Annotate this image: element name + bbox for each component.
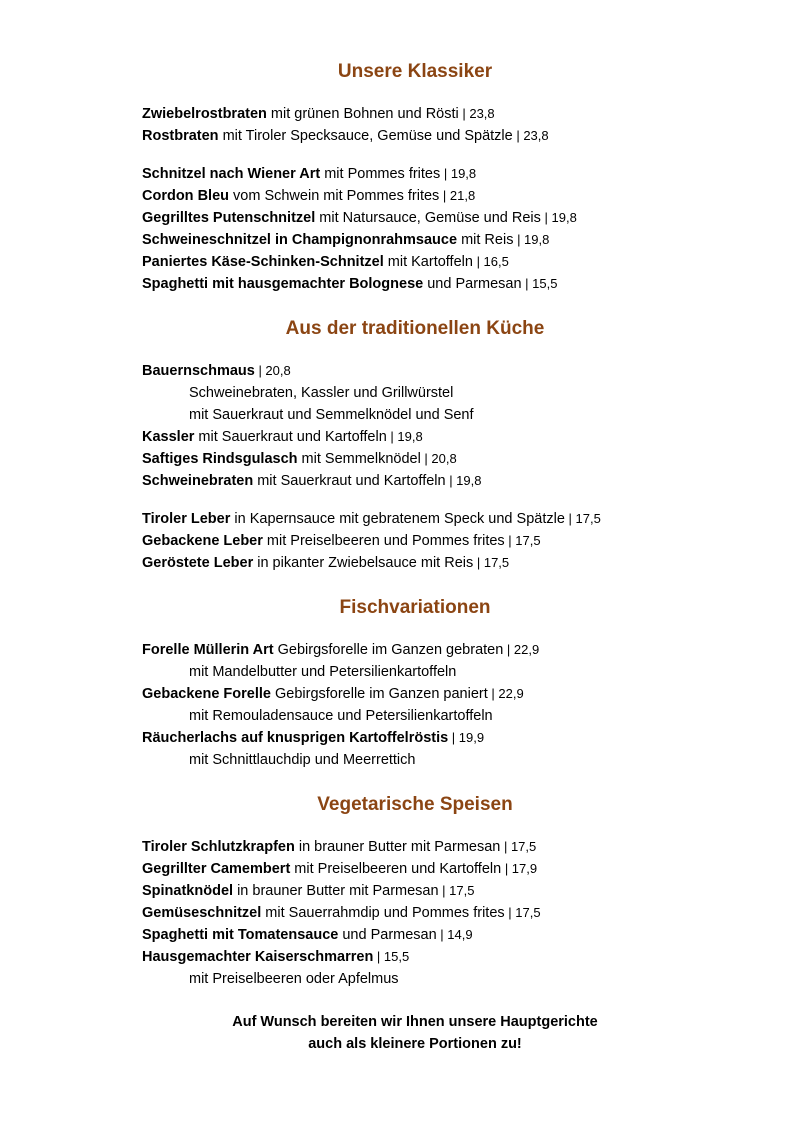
menu-item [142,360,291,382]
dish-description: mit Preiselbeeren und Pommes frites [262,533,505,549]
dish-price: | 19,9 [448,730,485,745]
dish-price: | 19,8 [513,232,550,247]
dish-price: | 21,8 [439,188,476,203]
dish-price: | 15,5 [521,276,558,291]
dish-name: Saftiges Rindsgulasch [142,451,298,467]
section-title-klassiker: Unsere Klassiker [337,61,493,82]
dish-price: | 17,9 [501,861,538,876]
dish-name: Tiroler Schlutzkrapfen [142,839,295,855]
dish-description: mit Sauerkraut und Kartoffeln [194,429,387,445]
dish-name: Schweinebraten [142,473,254,489]
menu-item [142,683,524,705]
dish-detail: mit Mandelbutter und Petersilienkartoffeln [189,664,457,680]
dish-price: | 20,8 [420,451,457,466]
dish-description: in pikanter Zwiebelsauce mit Reis [253,555,474,571]
menu-item [142,727,484,749]
dish-name: Gemüseschnitzel [142,905,262,921]
dish-price: | 23,8 [512,128,549,143]
section-title-fischvariationen: Fischvariationen [339,597,491,618]
dish-price: | 17,5 [438,883,475,898]
dish-price: | 19,8 [440,166,477,181]
dish-price: | 19,8 [540,210,577,225]
dish-description: und Parmesan [338,927,437,943]
dish-name: Spinatknödel [142,883,234,899]
menu-item [142,836,536,858]
section-title-vegetarische-speisen: Vegetarische Speisen [317,794,513,815]
dish-name: Gegrillter Camembert [142,861,291,877]
dish-name: Rostbraten [142,128,219,144]
menu-item [142,924,473,946]
dish-name: Gebackene Leber [142,533,263,549]
dish-detail: Schweinebraten, Kassler und Grillwürstel [189,385,454,401]
dish-name: Hausgemachter Kaiserschmarren [142,949,374,965]
dish-description: mit Kartoffeln [383,254,473,270]
menu-item [142,902,541,924]
menu-item [142,163,476,185]
dish-description: in Kapernsauce mit gebratenem Speck und Spätzle [230,511,565,527]
menu-item [142,229,549,251]
dish-price: | 22,9 [487,686,524,701]
menu-item [142,552,509,574]
dish-description: mit Reis [457,232,514,248]
dish-price: | 15,5 [373,949,410,964]
dish-detail: mit Remouladensauce und Petersilienkartoffeln [189,708,493,724]
menu-item [142,508,601,530]
dish-price: | 22,9 [503,642,540,657]
menu-item [142,448,457,470]
dish-description: mit Semmelknödel [297,451,421,467]
dish-price: | 17,5 [504,905,541,920]
dish-description: mit grünen Bohnen und Rösti [266,106,459,122]
dish-name: Gebackene Forelle [142,686,271,702]
menu-item [142,530,541,552]
dish-detail: mit Schnittlauchdip und Meerrettich [189,752,416,768]
dish-description: in brauner Butter mit Parmesan [233,883,439,899]
dish-description: vom Schwein mit Pommes frites [229,188,440,204]
dish-name: Spaghetti mit Tomatensauce [142,927,339,943]
dish-description: mit Sauerrahmdip und Pommes frites [261,905,505,921]
dish-description: mit Preiselbeeren und Kartoffeln [290,861,502,877]
dish-detail: mit Preiselbeeren oder Apfelmus [189,971,399,987]
dish-price: | 20,8 [254,363,291,378]
dish-name: Bauernschmaus [142,363,255,379]
dish-price: | 17,5 [564,511,601,526]
dish-detail: mit Sauerkraut und Semmelknödel und Senf [189,407,474,423]
dish-description: mit Sauerkraut und Kartoffeln [253,473,446,489]
dish-price: | 19,8 [386,429,423,444]
menu-item [142,946,409,968]
dish-name: Schweineschnitzel in Champignonrahmsauce [142,232,458,248]
menu-item [142,185,475,207]
menu-item [142,207,577,229]
menu-item [142,251,509,273]
dish-price: | 14,9 [436,927,473,942]
footer-note-line-2: auch als kleinere Portionen zu! [308,1036,522,1052]
dish-name: Paniertes Käse-Schinken-Schnitzel [142,254,384,270]
dish-name: Spaghetti mit hausgemachter Bolognese [142,276,424,292]
dish-description: und Parmesan [423,276,522,292]
dish-description: Gebirgsforelle im Ganzen paniert [270,686,488,702]
menu-item [142,273,557,295]
dish-price: | 19,8 [445,473,482,488]
dish-name: Tiroler Leber [142,511,231,527]
dish-description: mit Pommes frites [320,166,441,182]
dish-price: | 23,8 [458,106,495,121]
menu-item [142,125,549,147]
menu-item [142,880,474,902]
dish-name: Räucherlachs auf knusprigen Kartoffelröstis [142,730,449,746]
dish-description: in brauner Butter mit Parmesan [294,839,501,855]
menu-item [142,103,495,125]
menu-item [142,426,423,448]
dish-name: Geröstete Leber [142,555,254,571]
menu-item [142,858,537,880]
dish-price: | 17,5 [500,839,537,854]
dish-name: Schnitzel nach Wiener Art [142,166,321,182]
menu-item [142,470,481,492]
dish-name: Kassler [142,429,195,445]
section-title-traditionelle-kueche: Aus der traditionellen Küche [285,318,545,339]
dish-name: Forelle Müllerin Art [142,642,274,658]
dish-price: | 16,5 [472,254,509,269]
menu-item [142,639,539,661]
dish-name: Gegrilltes Putenschnitzel [142,210,316,226]
dish-description: mit Tiroler Specksauce, Gemüse und Spätzle [218,128,513,144]
dish-price: | 17,5 [504,533,541,548]
dish-name: Cordon Bleu [142,188,229,204]
dish-description: mit Natursauce, Gemüse und Reis [315,210,541,226]
dish-description: Gebirgsforelle im Ganzen gebraten [273,642,504,658]
footer-note-line-1: Auf Wunsch bereiten wir Ihnen unsere Hauptgerichte [232,1014,598,1030]
dish-name: Zwiebelrostbraten [142,106,267,122]
dish-price: | 17,5 [473,555,510,570]
